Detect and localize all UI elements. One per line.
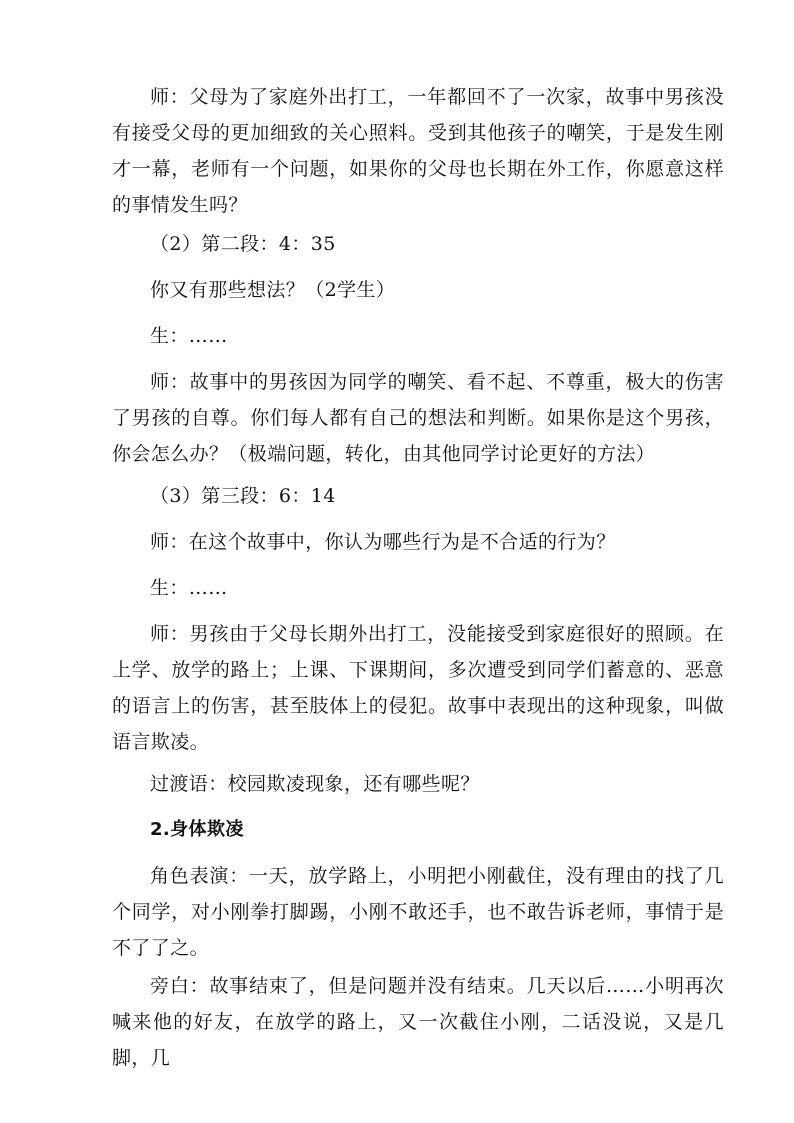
paragraph-question: 你又有那些想法？（2学生）: [150, 279, 396, 301]
section-heading-physical-bullying: 2.身体欺凌: [150, 819, 244, 840]
paragraph-teacher-self-esteem: 师：故事中的男孩因为同学的嘲笑、看不起、不尊重，极大的伤害了男孩的自尊。你们每人都有自己的想法和判断。如果你是这个男孩，你会怎么办？（极端问题，转化，由其他同学讨论更好的方法）: [112, 371, 724, 465]
paragraph-teacher-verbal-bullying: 师：男孩由于父母长期外出打工，没能接受到家庭很好的照顾。在上学、放学的路上；上课、下课期间，多次遭受到同学们蓄意的、恶意的语言上的伤害，甚至肢体上的侵犯。故事中表现出的这种现象，叫做语言欺凌。: [112, 623, 724, 753]
paragraph-teacher-intro: 师：父母为了家庭外出打工，一年都回不了一次家，故事中男孩没有接受父母的更加细致的关心照料。受到其他孩子的嘲笑，于是发生刚才一幕，老师有一个问题，如果你的父母也长期在外工作，你愿意这样的事情发生吗？: [112, 86, 724, 216]
paragraph-student-answer: 生：……: [150, 325, 228, 347]
paragraph-teacher-question: 师：在这个故事中，你认为哪些行为是不合适的行为？: [150, 531, 616, 553]
paragraph-narration: 旁白：故事结束了，但是问题并没有结束。几天以后……小明再次喊来他的好友，在放学的路上，又一次截住小刚，二话没说，又是几脚，几: [112, 975, 724, 1069]
paragraph-transition: 过渡语：校园欺凌现象，还有哪些呢？: [150, 773, 480, 795]
paragraph-role-play: 角色表演：一天，放学路上，小明把小刚截住，没有理由的找了几个同学，对小刚拳打脚踢，小刚不敢还手，也不敢告诉老师，事情于是不了了之。: [112, 865, 724, 959]
paragraph-section-3-heading: （3）第三段：6：14: [150, 485, 336, 507]
paragraph-student-answer-2: 生：……: [150, 577, 228, 599]
paragraph-section-2-heading: （2）第二段：4：35: [150, 233, 336, 255]
